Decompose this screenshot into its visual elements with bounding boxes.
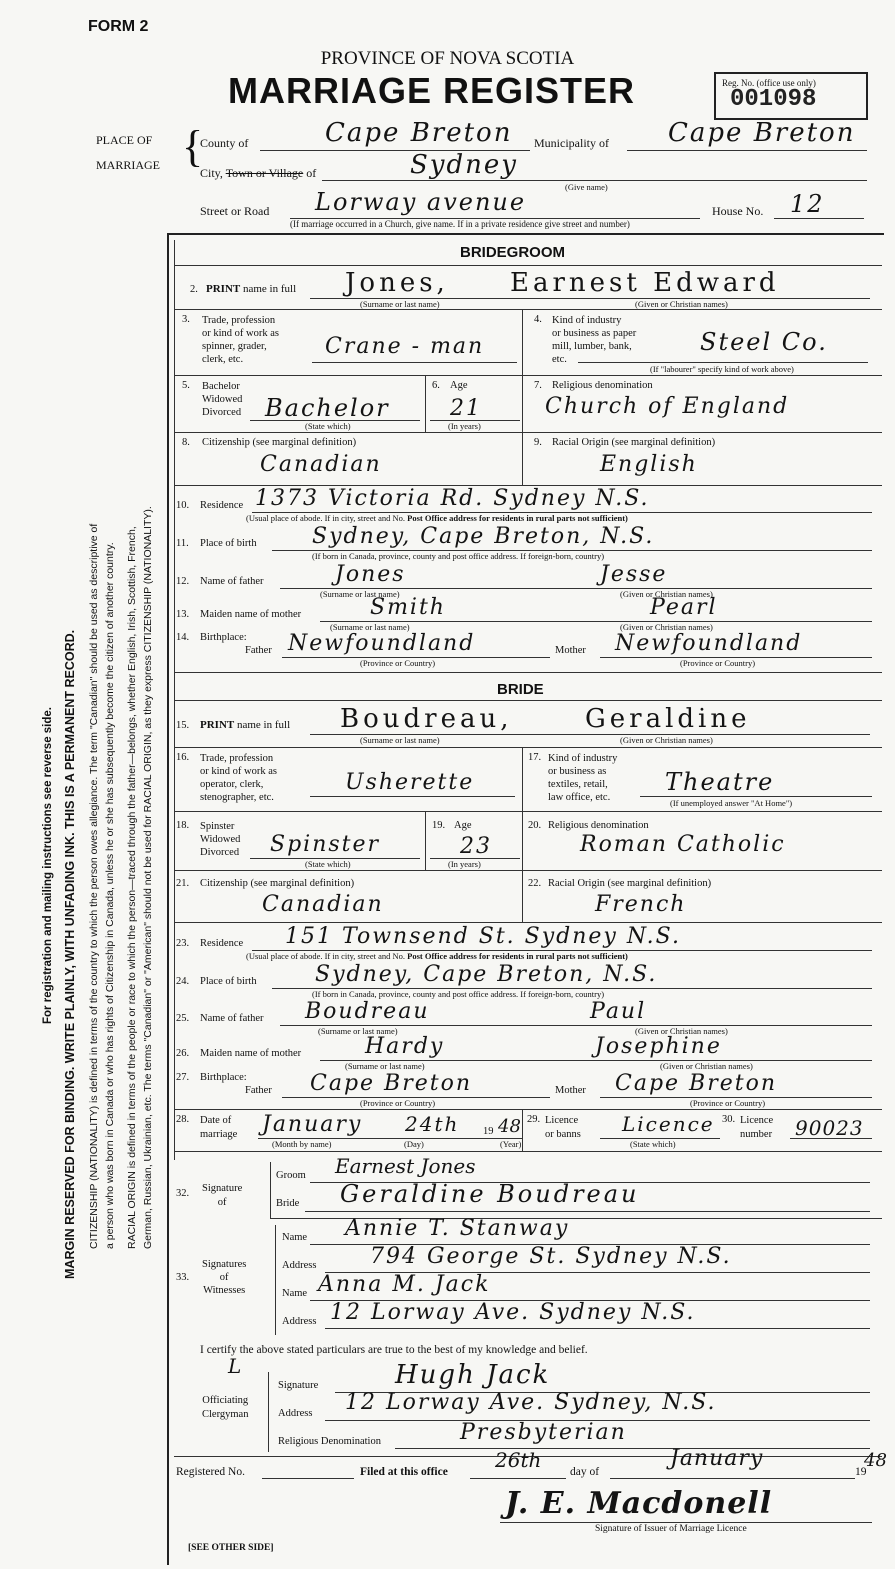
- w2-address: 12 Lorway Ave. Sydney N.S.: [330, 1300, 696, 1325]
- bride-name-label: PRINT name in full: [200, 719, 291, 731]
- groom-n14: 14.: [176, 632, 190, 643]
- groom-citizenship-label: Citizenship (see marginal definition): [202, 437, 357, 448]
- groom-industry-label: Kind of industry or business as paper mill, lumber, bank, etc.: [552, 315, 637, 365]
- groom-father-province-caption: (Province or Country): [360, 658, 436, 668]
- filed-label: Filed at this office: [360, 1466, 448, 1478]
- bride-birth-caption: (If born in Canada, province, county and post office address. If foreign-born, country): [312, 989, 605, 999]
- marriage-day: 24th: [405, 1112, 460, 1136]
- bride-industry-caption: (If unemployed answer "At Home"): [670, 798, 793, 808]
- w2-address-label: Address: [282, 1316, 317, 1327]
- w1-address-label: Address: [282, 1260, 317, 1271]
- groom-father-birthplace: Newfoundland: [288, 631, 476, 656]
- bride-n22: 22.: [528, 878, 542, 889]
- date-label: Date of marriage: [200, 1115, 238, 1140]
- filed-month: January: [670, 1446, 764, 1471]
- groom-status-label: Bachelor Widowed Divorced: [202, 381, 243, 418]
- bridegroom-heading: BRIDEGROOM: [460, 244, 565, 261]
- bride-n18: 18.: [176, 820, 190, 831]
- groom-residence-caption: (Usual place of abode. If in city, street and No. Post Office address for residents in rural parts not sufficient): [246, 513, 628, 523]
- bride-status-caption: (State which): [305, 859, 351, 869]
- bride-father-word: Father: [245, 1085, 272, 1096]
- groom-residence: 1373 Victoria Rd. Sydney N.S.: [255, 486, 650, 511]
- bride-n26: 26.: [176, 1048, 190, 1059]
- bride-status: Spinster: [270, 832, 381, 857]
- clergy-address-label: Address: [278, 1408, 313, 1419]
- groom-n4: 4.: [534, 314, 542, 325]
- bride-birth-label: Place of birth: [200, 976, 257, 987]
- issuer-signature: J. E. Macdonell: [505, 1486, 773, 1521]
- bride-n21: 21.: [176, 878, 190, 889]
- groom-trade-label: Trade, profession or kind of work as spinner, grader, clerk, etc.: [202, 315, 279, 365]
- groom-age: 21: [450, 396, 482, 421]
- registration-box-label: Reg. No. (office use only): [722, 78, 816, 88]
- groom-father-label: Name of father: [200, 576, 264, 587]
- bride-industry: Theatre: [665, 768, 775, 796]
- filed-year: 48: [864, 1450, 887, 1471]
- bride-religion-label: Religious denomination: [548, 820, 649, 831]
- bride-heading: BRIDE: [497, 681, 544, 698]
- bride-mother-surname: Hardy: [365, 1034, 445, 1059]
- county-label: County of: [200, 136, 249, 150]
- bride-surname-caption: (Surname or last name): [360, 735, 440, 745]
- bride-residence-label: Residence: [200, 938, 244, 949]
- day-caption: (Day): [404, 1139, 424, 1149]
- w1-address: 794 George St. Sydney N.S.: [370, 1244, 732, 1269]
- groom-mother-word: Mother: [555, 645, 586, 656]
- day-of-label: day of: [570, 1466, 600, 1478]
- groom-father-surname-caption: (Surname or last name): [320, 589, 400, 599]
- province-heading: PROVINCE OF NOVA SCOTIA: [320, 48, 575, 69]
- groom-mother-label: Maiden name of mother: [200, 609, 302, 620]
- margin-line-2: MARGIN RESERVED FOR BINDING. WRITE PLAINLY, WITH UNFADING INK. THIS IS A PERMANENT RECORD.: [63, 629, 77, 1279]
- clergy-religion: Presbyterian: [460, 1420, 627, 1445]
- year-caption: (Year): [500, 1139, 522, 1149]
- groom-industry: Steel Co.: [700, 328, 828, 356]
- bride-trade-label: Trade, profession or kind of work as operator, clerk, stenographer, etc.: [200, 753, 277, 803]
- bride-n24: 24.: [176, 976, 190, 987]
- bride-racial: French: [595, 892, 687, 917]
- clergyman-label: Officiating Clergyman: [202, 1395, 249, 1420]
- groom-religion: Church of England: [545, 394, 790, 419]
- bride-residence: 151 Townsend St. Sydney N.S.: [285, 924, 681, 949]
- witness-label: Signatures of Witnesses: [202, 1259, 247, 1296]
- bride-mother-word: Mother: [555, 1085, 586, 1096]
- margin-line-6: German, Russian, Ukrainian, etc. The terms "Canadian" or "American" should not be used for RACIAL ORIGIN, as they express CITIZENSHIP (NATIONALITY).: [142, 506, 154, 1249]
- licence-label: Licence or banns: [545, 1115, 581, 1140]
- registration-box: [714, 72, 868, 120]
- bride-father-province-caption: (Province or Country): [360, 1098, 436, 1108]
- groom-religion-label: Religious denomination: [552, 380, 653, 391]
- bride-religion: Roman Catholic: [580, 832, 786, 857]
- bride-father-given: Paul: [590, 999, 647, 1024]
- page-title: MARRIAGE REGISTER: [228, 70, 636, 111]
- n29: 29.: [527, 1114, 541, 1125]
- groom-signature-label: Groom: [276, 1170, 306, 1181]
- groom-citizenship: Canadian: [260, 452, 382, 477]
- margin-line-3: CITIZENSHIP (NATIONALITY) is defined in terms of the country to which the person owes allegiance. The term "Canadian" should be used as descriptive of: [88, 523, 100, 1249]
- filed-year-prefix: 19: [855, 1466, 867, 1478]
- groom-racial-label: Racial Origin (see marginal definition): [552, 437, 716, 448]
- groom-n7: 7.: [534, 380, 542, 391]
- certify-statement: I certify the above stated particulars are true to the best of my knowledge and belief.: [200, 1344, 588, 1356]
- groom-status: Bachelor: [265, 394, 390, 422]
- groom-racial: English: [600, 452, 698, 477]
- bride-age-caption: (In years): [448, 859, 481, 869]
- bride-n15: 15.: [176, 720, 190, 731]
- bride-father-surname: Boudreau: [305, 999, 430, 1024]
- bride-n23: 23.: [176, 938, 190, 949]
- groom-mother-given: Pearl: [650, 595, 718, 620]
- n30: 30.: [722, 1114, 736, 1125]
- municipality-label: Municipality of: [534, 136, 609, 150]
- bride-mother-label: Maiden name of mother: [200, 1048, 302, 1059]
- house-label: House No.: [712, 204, 764, 218]
- certify-mark: L: [228, 1354, 244, 1378]
- bride-age-label: Age: [454, 820, 472, 831]
- bride-citizenship-label: Citizenship (see marginal definition): [200, 878, 355, 889]
- issuer-caption: Signature of Issuer of Marriage Licence: [595, 1524, 747, 1534]
- registered-label: Registered No.: [176, 1466, 245, 1478]
- bride-n17: 17.: [528, 752, 542, 763]
- bride-racial-label: Racial Origin (see marginal definition): [548, 878, 712, 889]
- bride-given-caption: (Given or Christian names): [620, 735, 713, 745]
- place-label-2: MARRIAGE: [96, 158, 161, 172]
- bride-mother-given-caption: (Given or Christian names): [660, 1061, 753, 1071]
- bride-residence-caption: (Usual place of abode. If in city, street and No. Post Office address for residents in rural parts not sufficient): [246, 951, 628, 961]
- bride-father-surname-caption: (Surname or last name): [318, 1026, 398, 1036]
- groom-n9: 9.: [534, 437, 542, 448]
- groom-n3: 3.: [182, 314, 190, 325]
- groom-father-surname: Jones: [335, 562, 406, 587]
- groom-trade: Crane - man: [325, 334, 485, 359]
- bride-given: Geraldine: [585, 704, 751, 734]
- see-other-side: [SEE OTHER SIDE]: [188, 1543, 274, 1553]
- groom-n2: 2.: [190, 284, 198, 295]
- signature-of-label: Signature of: [202, 1183, 243, 1208]
- bride-signature-label: Bride: [276, 1198, 300, 1209]
- city-label: City, Town or Village of: [200, 166, 317, 180]
- bride-status-label: Spinster Widowed Divorced: [200, 821, 241, 858]
- bride-mother-surname-caption: (Surname or last name): [345, 1061, 425, 1071]
- licence-caption: (State which): [630, 1139, 676, 1149]
- groom-father-given: Jesse: [600, 562, 668, 587]
- marriage-year: 48: [498, 1116, 521, 1137]
- groom-industry-caption: (If "labourer" specify kind of work above): [650, 364, 794, 374]
- bride-n27: 27.: [176, 1072, 190, 1083]
- licence-number: 90023: [795, 1116, 864, 1140]
- bride-father-label: Name of father: [200, 1013, 264, 1024]
- groom-age-label: Age: [450, 380, 468, 391]
- bride-n16: 16.: [176, 752, 190, 763]
- bride-birth: Sydney, Cape Breton, N.S.: [315, 962, 658, 987]
- groom-father-word: Father: [245, 645, 272, 656]
- margin-line-1: For registration and mailing instructions see reverse side.: [42, 707, 54, 1024]
- w2-name-label: Name: [282, 1288, 308, 1299]
- bride-mother-birthplace: Cape Breton: [615, 1071, 778, 1096]
- margin-line-4: a person who was born in Canada or who has rights of Citizenship in Canada, unless he or she has subsequently become the citizen of another country.: [104, 542, 116, 1249]
- month-caption: (Month by name): [272, 1139, 332, 1149]
- place-brace: {: [182, 122, 204, 171]
- street-value: Lorway avenue: [315, 188, 527, 216]
- n33: 33.: [176, 1272, 190, 1283]
- place-label-1: PLACE OF: [96, 133, 153, 147]
- bride-age: 23: [460, 834, 492, 859]
- street-label: Street or Road: [200, 204, 270, 218]
- municipality-value: Cape Breton: [668, 118, 856, 148]
- groom-n10: 10.: [176, 500, 190, 511]
- clergy-signature: Hugh Jack: [395, 1360, 551, 1390]
- w1-name: Annie T. Stanway: [345, 1216, 570, 1241]
- registration-number: 001098: [730, 86, 817, 113]
- groom-mother-surname: Smith: [370, 595, 446, 620]
- n32: 32.: [176, 1188, 190, 1199]
- bride-signature: Geraldine Boudreau: [340, 1180, 640, 1208]
- groom-signature: Earnest Jones: [335, 1154, 476, 1178]
- bride-trade: Usherette: [345, 770, 475, 795]
- bride-surname: Boudreau,: [340, 704, 513, 734]
- w2-name: Anna M. Jack: [318, 1272, 491, 1297]
- groom-mother-surname-caption: (Surname or last name): [330, 622, 410, 632]
- clergy-religion-label: Religious Denomination: [278, 1436, 381, 1447]
- marriage-year-prefix: 19: [483, 1126, 494, 1137]
- groom-mother-province-caption: (Province or Country): [680, 658, 756, 668]
- groom-n11: 11.: [176, 538, 189, 549]
- groom-n6: 6.: [432, 380, 440, 391]
- groom-residence-label: Residence: [200, 500, 244, 511]
- groom-name-label: PRINT name in full: [206, 283, 297, 295]
- bride-n20: 20.: [528, 820, 542, 831]
- groom-birth: Sydney, Cape Breton, N.S.: [312, 524, 655, 549]
- n28: 28.: [176, 1114, 190, 1125]
- groom-birth-label: Place of birth: [200, 538, 257, 549]
- groom-age-caption: (In years): [448, 421, 481, 431]
- clergy-signature-label: Signature: [278, 1380, 319, 1391]
- bride-mother-province-caption: (Province or Country): [690, 1098, 766, 1108]
- bride-birthplace-label: Birthplace:: [200, 1072, 247, 1083]
- bride-mother-given: Josephine: [595, 1034, 722, 1059]
- licence-number-label: Licence number: [740, 1115, 774, 1140]
- groom-n12: 12.: [176, 576, 190, 587]
- groom-surname: Jones,: [345, 268, 449, 298]
- groom-mother-given-caption: (Given or Christian names): [620, 622, 713, 632]
- groom-n13: 13.: [176, 609, 190, 620]
- margin-instructions: [0, 0, 170, 1569]
- licence-or-banns: Licence: [622, 1112, 715, 1136]
- bride-father-birthplace: Cape Breton: [310, 1071, 473, 1096]
- groom-father-given-caption: (Given or Christian names): [620, 589, 713, 599]
- w1-name-label: Name: [282, 1232, 308, 1243]
- marriage-month: January: [262, 1112, 363, 1137]
- groom-given-caption: (Given or Christian names): [635, 299, 728, 309]
- house-value: 12: [790, 190, 825, 218]
- bride-n19: 19.: [432, 820, 446, 831]
- bride-citizenship: Canadian: [262, 892, 384, 917]
- clergy-address: 12 Lorway Ave. Sydney, N.S.: [345, 1390, 717, 1415]
- county-value: Cape Breton: [325, 118, 513, 148]
- groom-given: Earnest Edward: [510, 268, 780, 298]
- bride-father-given-caption: (Given or Christian names): [635, 1026, 728, 1036]
- filed-day: 26th: [495, 1448, 542, 1472]
- street-note: (If marriage occurred in a Church, give name. If in a private residence give street and number): [290, 219, 630, 229]
- margin-line-5: RACIAL ORIGIN is defined in terms of the people or race to which the person—traced through the father—belongs, whether English, Irish, Scottish, French,: [126, 526, 138, 1249]
- groom-birthplace-label: Birthplace:: [200, 632, 247, 643]
- city-value: Sydney: [410, 150, 518, 180]
- groom-status-caption: (State which): [305, 421, 351, 431]
- bride-n25: 25.: [176, 1013, 190, 1024]
- give-name-caption: (Give name): [565, 182, 608, 192]
- groom-surname-caption: (Surname or last name): [360, 299, 440, 309]
- groom-birth-caption: (If born in Canada, province, county and post office address. If foreign-born, country): [312, 551, 605, 561]
- form-number: FORM 2: [88, 18, 149, 35]
- groom-mother-birthplace: Newfoundland: [615, 631, 803, 656]
- groom-n5: 5.: [182, 380, 190, 391]
- bride-industry-label: Kind of industry or business as textiles, retail, law office, etc.: [548, 753, 618, 803]
- groom-n8: 8.: [182, 437, 190, 448]
